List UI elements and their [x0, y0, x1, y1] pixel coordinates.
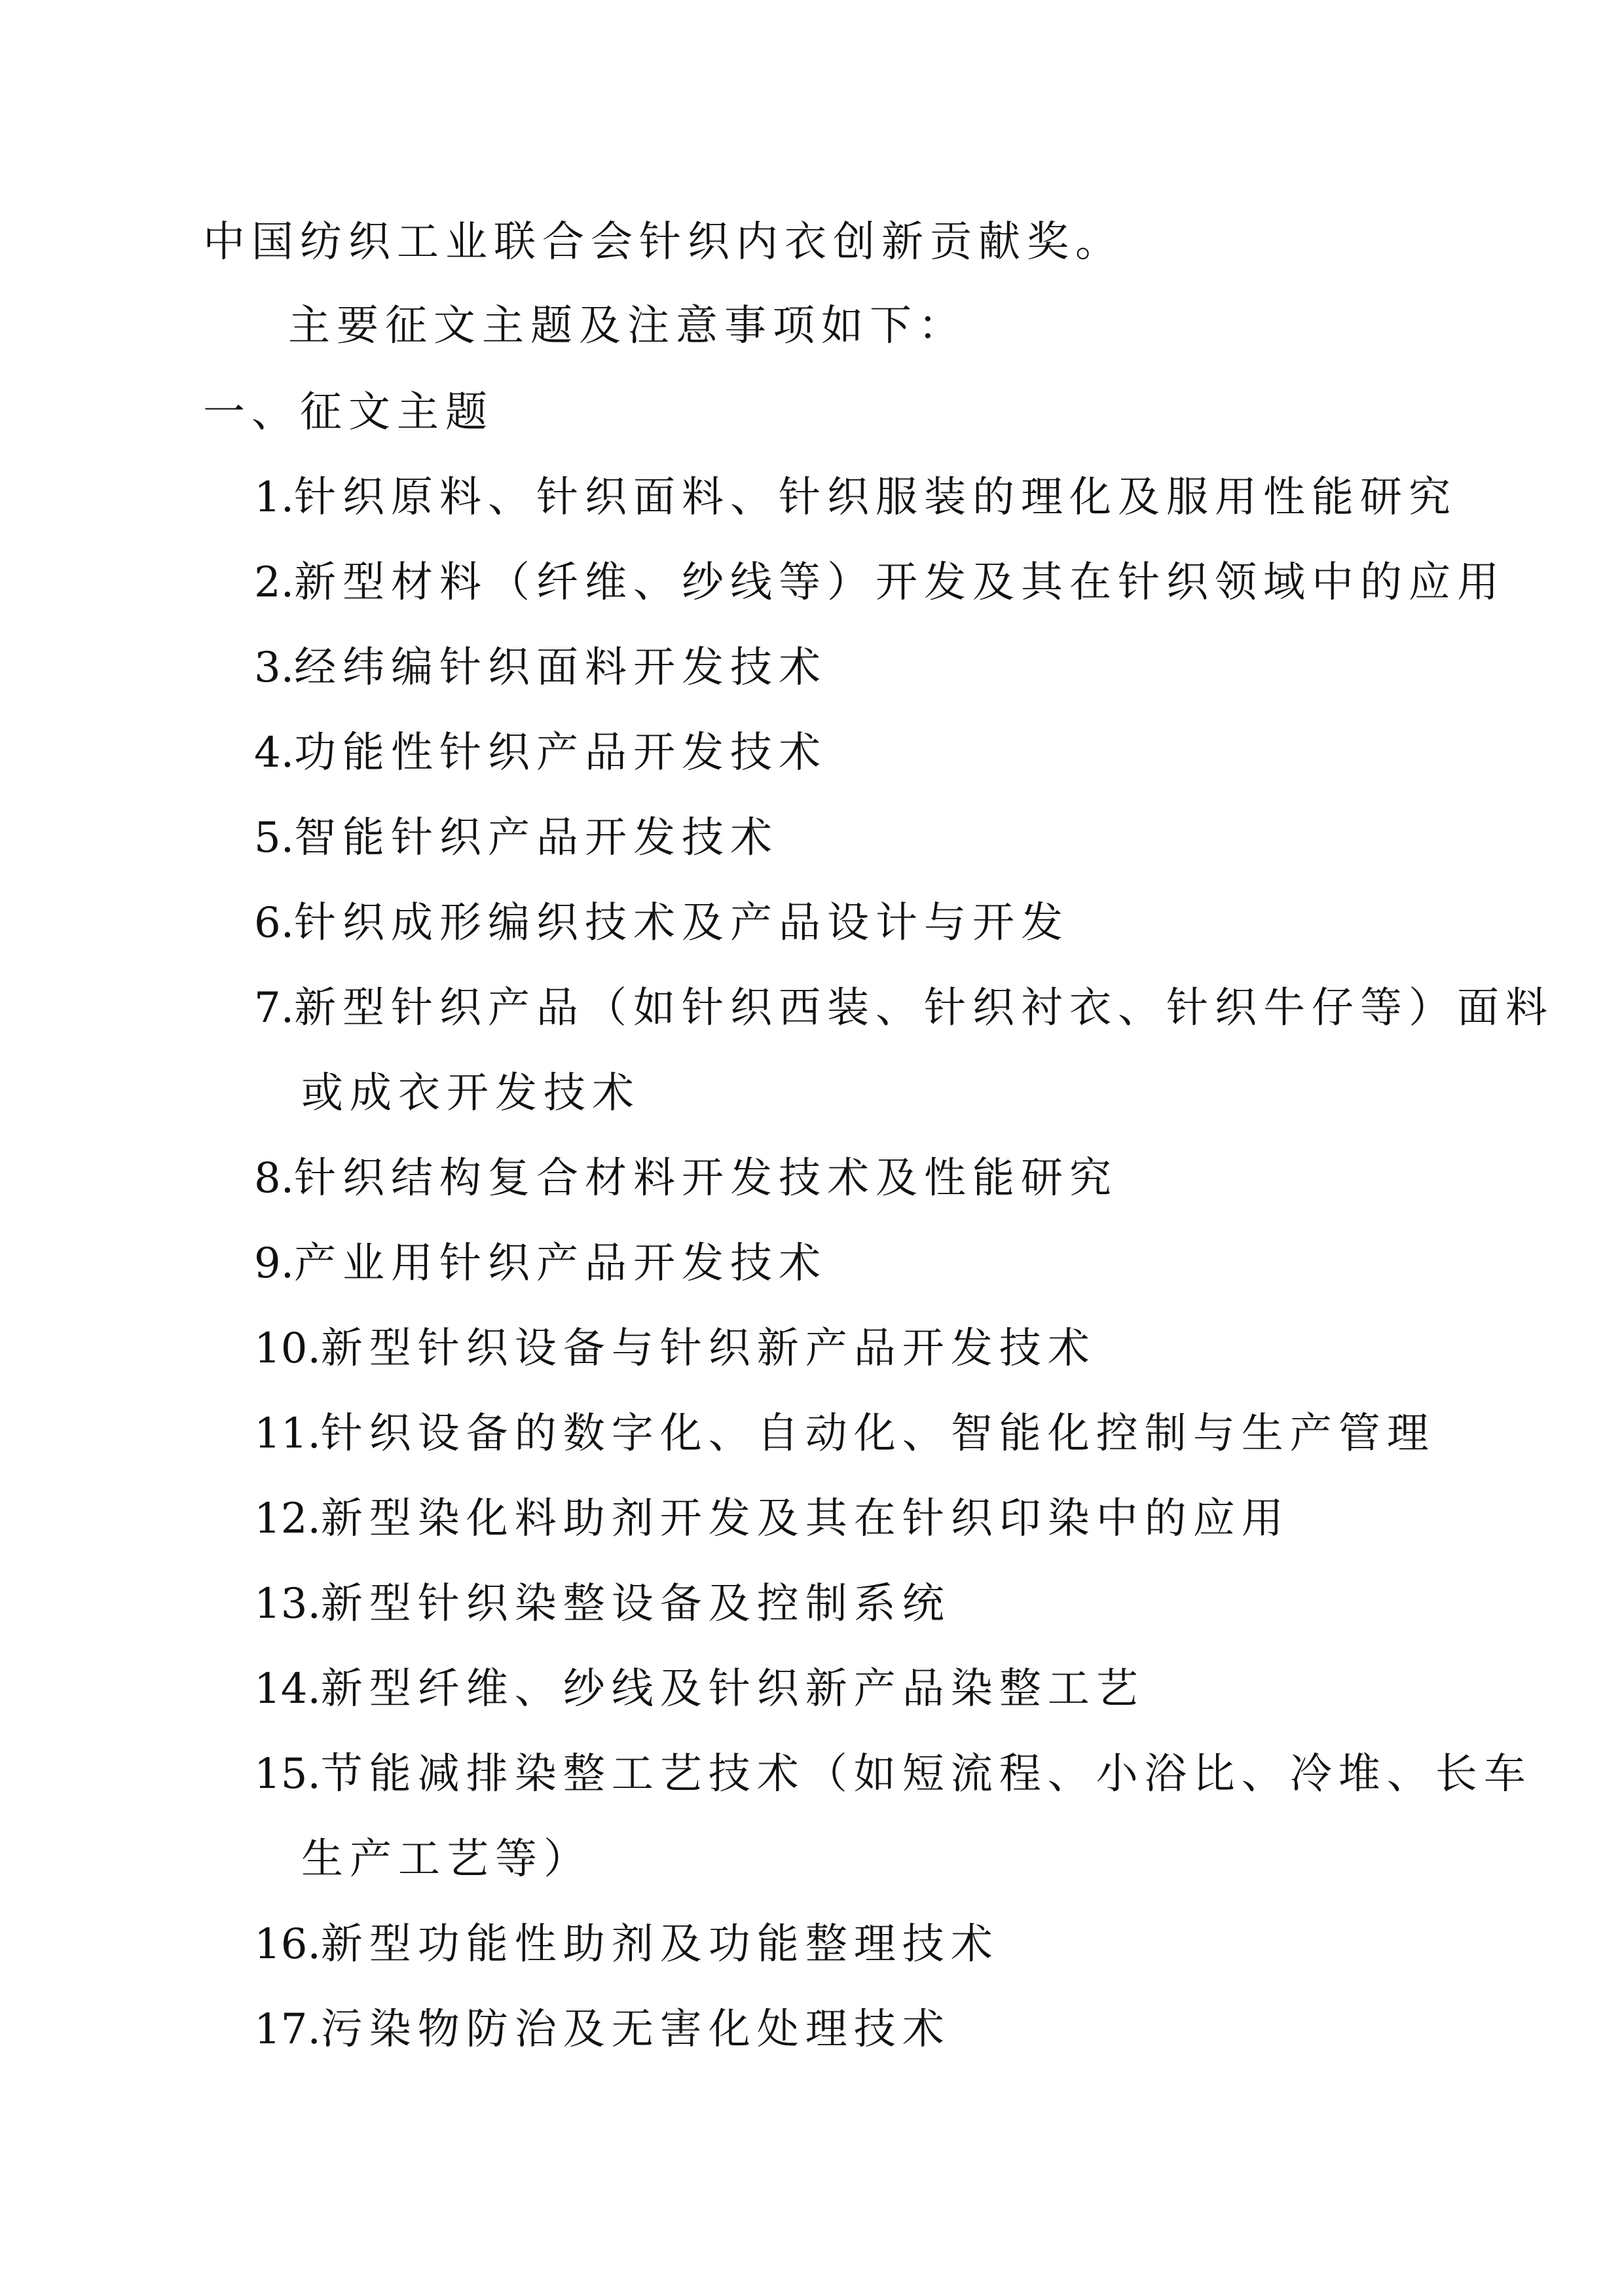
topic-text: 节能减排染整工艺技术（如短流程、小浴比、冷堆、长车	[320, 1750, 1532, 1798]
topic-number: 6.	[254, 899, 295, 947]
topic-continuation: 生产工艺等）	[301, 1835, 592, 1884]
topic-text: 新型纤维、纱线及针织新产品染整工艺	[320, 1665, 1145, 1713]
topic-text: 新型材料（纤维、纱线等）开发及其在针织领域中的应用	[294, 558, 1506, 607]
topic-text: 新型染化料助剂开发及其在针织印染中的应用	[320, 1495, 1290, 1543]
topic-continuation: 或成衣开发技术	[301, 1069, 640, 1118]
topic-text: 新型针织染整设备及控制系统	[320, 1580, 951, 1628]
topic-text: 新型针织设备与针织新产品开发技术	[320, 1324, 1096, 1373]
topic-item	[254, 1748, 1532, 1800]
topic-number: 14.	[254, 1665, 321, 1713]
topic-number: 4.	[254, 729, 295, 777]
lead-line: 主要征文主题及注意事项如下：	[288, 302, 967, 350]
topic-item	[254, 897, 1069, 949]
topic-number: 5.	[254, 814, 295, 862]
topic-text: 针织成形编织技术及产品设计与开发	[294, 899, 1070, 947]
topic-text: 新型针织产品（如针织西装、针织衬衣、针织牛仔等）面料	[294, 984, 1555, 1032]
topic-item	[254, 1578, 951, 1630]
topic-number: 12.	[254, 1495, 321, 1543]
topic-item	[254, 727, 827, 779]
intro-line: 中国纺织工业联合会针织内衣创新贡献奖。	[203, 218, 1124, 266]
topic-text: 产业用针织产品开发技术	[294, 1239, 828, 1288]
topic-number: 7.	[254, 984, 295, 1032]
topic-number: 15.	[254, 1750, 321, 1798]
topic-item	[254, 1152, 1118, 1205]
topic-number: 16.	[254, 1920, 321, 1969]
topic-item	[254, 642, 827, 694]
topic-number: 2.	[254, 558, 295, 607]
topic-text: 针织结构复合材料开发技术及性能研究	[294, 1154, 1118, 1203]
topic-text: 污染物防治及无害化处理技术	[320, 2005, 951, 2054]
topic-text: 功能性针织产品开发技术	[294, 729, 828, 777]
topic-item	[254, 982, 1554, 1034]
topic-number: 3.	[254, 644, 295, 692]
topic-text: 针织原料、针织面料、针织服装的理化及服用性能研究	[294, 473, 1458, 522]
topic-item	[254, 1663, 1145, 1715]
topic-number: 1.	[254, 473, 295, 522]
topic-item	[254, 1408, 1435, 1460]
topic-item	[254, 1918, 999, 1971]
topic-number: 10.	[254, 1324, 321, 1373]
topic-item	[254, 1493, 1290, 1545]
topic-number: 11.	[254, 1410, 321, 1458]
topic-text: 新型功能性助剂及功能整理技术	[320, 1920, 999, 1969]
topic-item	[254, 812, 779, 864]
topic-text: 智能针织产品开发技术	[294, 814, 779, 862]
topic-item	[254, 1237, 827, 1290]
topic-number: 17.	[254, 2005, 321, 2054]
topic-item	[254, 1322, 1096, 1375]
section-heading: 一、征文主题	[203, 388, 494, 437]
topic-item	[254, 2003, 951, 2056]
topic-number: 9.	[254, 1239, 295, 1288]
topic-number: 13.	[254, 1580, 321, 1628]
topic-item	[254, 556, 1505, 609]
topic-number: 8.	[254, 1154, 295, 1203]
topic-text: 经纬编针织面料开发技术	[294, 644, 828, 692]
topic-item	[254, 471, 1457, 524]
topic-text: 针织设备的数字化、自动化、智能化控制与生产管理	[320, 1410, 1435, 1458]
